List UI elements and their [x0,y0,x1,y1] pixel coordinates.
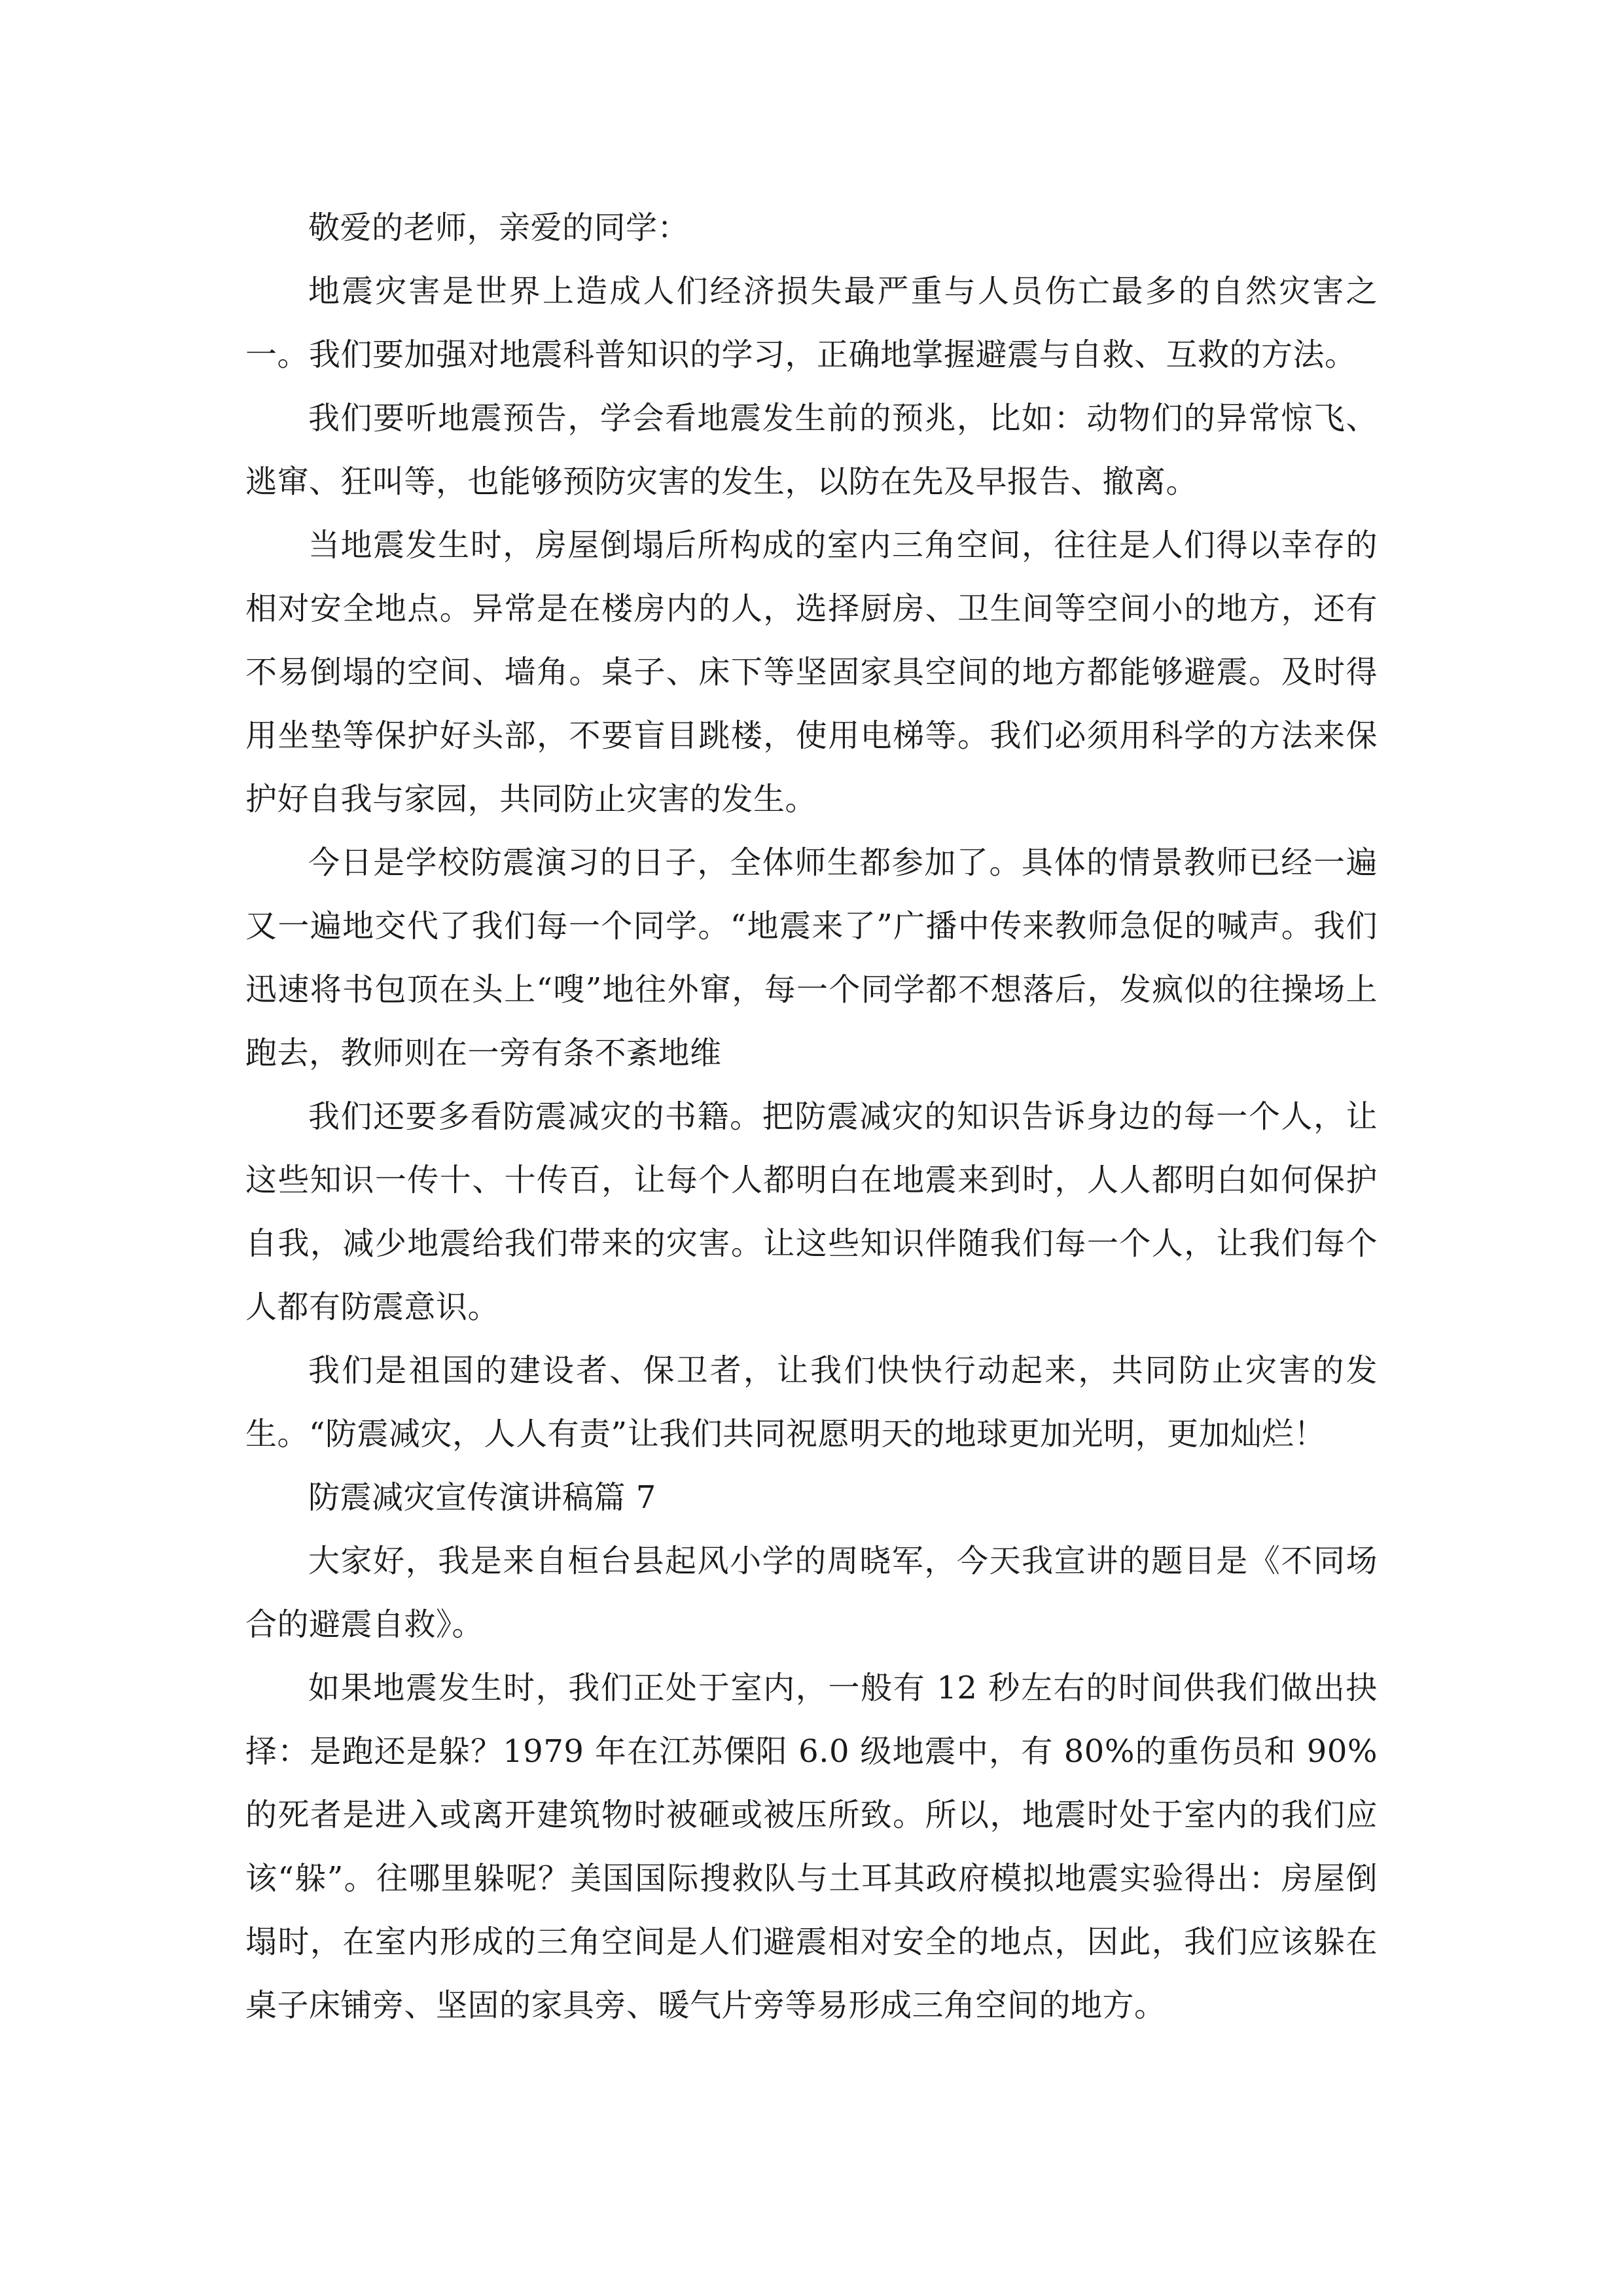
section-heading: 防震减灾宣传演讲稿篇 7 [308,1479,656,1516]
paragraph-call-to-action: 我们是祖国的建设者、保卫者，让我们快快行动起来，共同防止灾害的发生。“防震减灾，人人有责”让我们共同祝愿明天的地球更加光明，更加灿烂！ [245,1352,1378,1452]
document-body [245,196,1378,2037]
paragraph-introduction: 大家好，我是来自桓台县起风小学的周晓军，今天我宣讲的题目是《不同场合的避震自救》。 [245,1543,1378,1643]
paragraph-books: 我们还要多看防震减灾的书籍。把防震减灾的知识告诉身边的每一个人，让这些知识一传十、十传百，让每个人都明白在地震来到时，人人都明白如何保护自我，减少地震给我们带来的灾害。让这些知识伴随我们每一个人，让我们每个人都有防震意识。 [245,1098,1378,1325]
paragraph-forecast: 我们要听地震预告，学会看地震发生前的预兆，比如：动物们的异常惊飞、逃窜、狂叫等，也能够预防灾害的发生，以防在先及早报告、撤离。 [245,400,1378,500]
salutation: 敬爱的老师，亲爱的同学： [308,209,690,246]
paragraph-triangle-space: 当地震发生时，房屋倒塌后所构成的室内三角空间，往往是人们得以幸存的相对安全地点。异常是在楼房内的人，选择厨房、卫生间等空间小的地方，还有不易倒塌的空间、墙角。桌子、床下等坚固家具空间的地方都能够避震。及时得用坐垫等保护好头部，不要盲目跳楼，使用电梯等。我们必须用科学的方法来保护好自我与家园，共同防止灾害的发生。 [245,527,1378,817]
paragraph-drill: 今日是学校防震演习的日子，全体师生都参加了。具体的情景教师已经一遍又一遍地交代了我们每一个同学。“地震来了”广播中传来教师急促的喊声。我们迅速将书包顶在头上“嗖”地往外窜，每一个同学都不想落后，发疯似的往操场上跑去，教师则在一旁有条不紊地维 [245,844,1378,1071]
paragraph-indoor-escape: 如果地震发生时，我们正处于室内，一般有 12 秒左右的时间供我们做出抉择：是跑还是躲？1979 年在江苏傈阳 6.0 级地震中，有 80%的重伤员和 90%的死者是进入或离开建筑物时被砸或被压所致。所以，地震时处于室内的我们应该“躲”。往哪里躲呢？美国国际搜救队与土耳其政府模拟地震实验得出：房屋倒塌时，在室内形成的三角空间是人们避震相对安全的地点，因此，我们应该躲在桌子床铺旁、坚固的家具旁、暖气片旁等易形成三角空间的地方。 [245,1670,1378,2024]
paragraph-earthquake-disaster: 地震灾害是世界上造成人们经济损失最严重与人员伤亡最多的自然灾害之一。我们要加强对地震科普知识的学习，正确地掌握避震与自救、互救的方法。 [245,273,1378,373]
